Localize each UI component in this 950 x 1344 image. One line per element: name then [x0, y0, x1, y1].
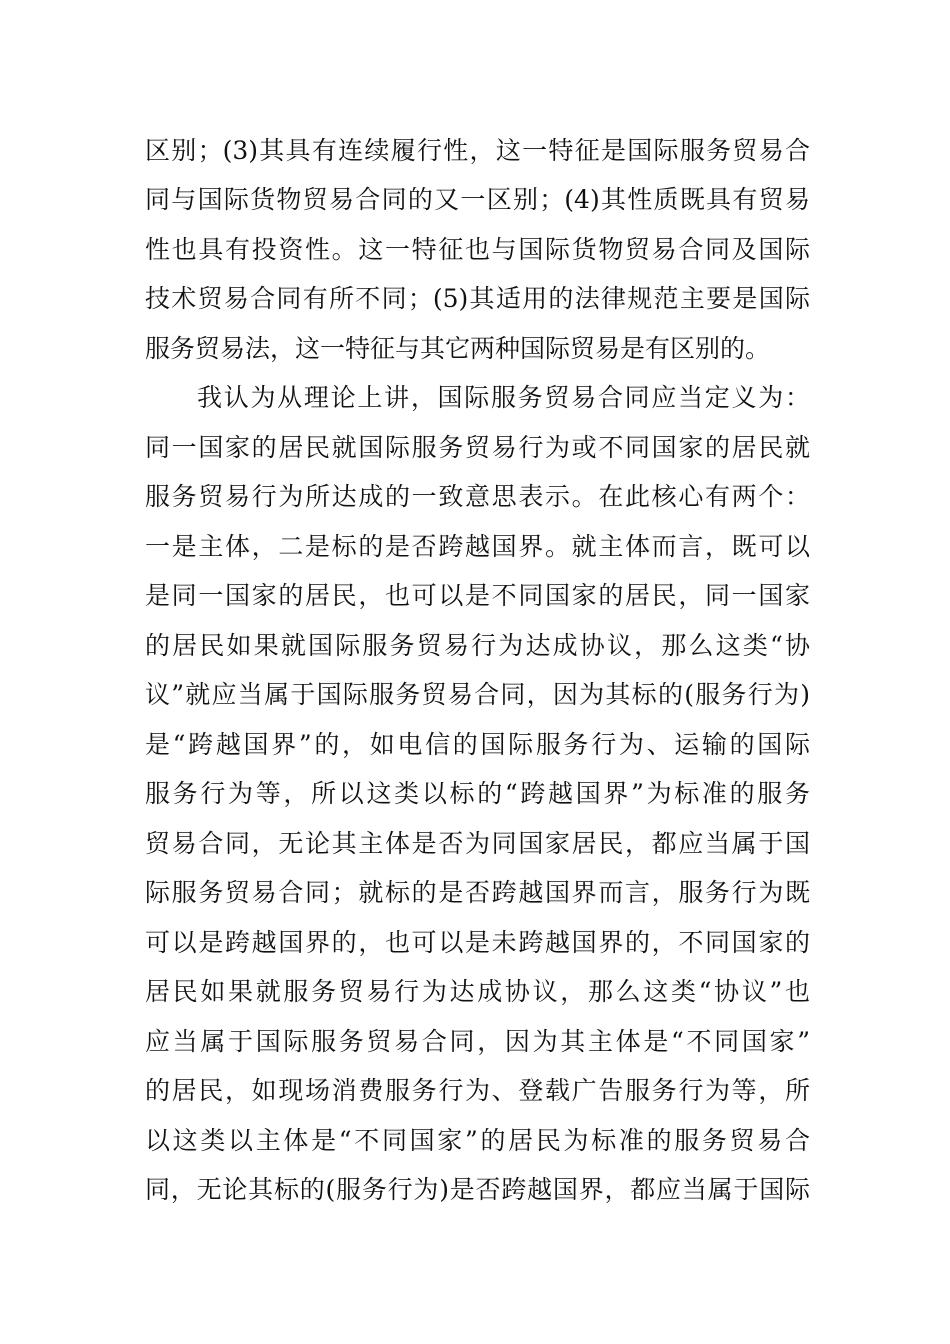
text-line-5: 服务贸易法，这一特征与其它两种国际贸易是有区别的。 [145, 334, 771, 363]
text-line-10: 是同一国家的居民，也可以是不同国家的居民，同一国家 [145, 581, 810, 610]
text-line-18: 居民如果就服务贸易行为达成协议，那么这类“协议”也 [145, 977, 810, 1006]
text-line-12: 议”就应当属于国际服务贸易合同，因为其标的(服务行为) [145, 680, 810, 709]
text-line-21: 以这类以主体是“不同国家”的居民为标准的服务贸易合 [145, 1126, 810, 1155]
text-line-3: 性也具有投资性。这一特征也与国际货物贸易合同及国际 [145, 235, 810, 264]
text-line-7: 同一国家的居民就国际服务贸易行为或不同国家的居民就 [145, 433, 810, 462]
text-line-16: 际服务贸易合同；就标的是否跨越国界而言，服务行为既 [145, 878, 810, 907]
text-line-17: 可以是跨越国界的，也可以是未跨越国界的，不同国家的 [145, 928, 810, 957]
text-line-19: 应当属于国际服务贸易合同，因为其主体是“不同国家” [145, 1027, 810, 1056]
text-line-13: 是“跨越国界”的，如电信的国际服务行为、运输的国际 [145, 730, 810, 759]
text-line-2: 同与国际货物贸易合同的又一区别；(4)其性质既具有贸易 [145, 185, 810, 214]
text-line-1: 区别；(3)其具有连续履行性，这一特征是国际服务贸易合 [145, 136, 810, 165]
text-line-14: 服务行为等，所以这类以标的“跨越国界”为标准的服务 [145, 779, 810, 808]
text-line-20: 的居民，如现场消费服务行为、登载广告服务行为等，所 [145, 1076, 810, 1105]
text-line-9: 一是主体，二是标的是否跨越国界。就主体而言，既可以 [145, 532, 810, 561]
text-line-22: 同，无论其标的(服务行为)是否跨越国界，都应当属于国际 [145, 1175, 810, 1204]
paragraph-first-line: 我认为从理论上讲，国际服务贸易合同应当定义为： [197, 383, 810, 412]
text-line-15: 贸易合同，无论其主体是否为同国家居民，都应当属于国 [145, 829, 810, 858]
text-line-4: 技术贸易合同有所不同；(5)其适用的法律规范主要是国际 [145, 284, 810, 313]
text-line-8: 服务贸易行为所达成的一致意思表示。在此核心有两个： [145, 482, 810, 511]
text-line-11: 的居民如果就国际服务贸易行为达成协议，那么这类“协 [145, 631, 810, 660]
